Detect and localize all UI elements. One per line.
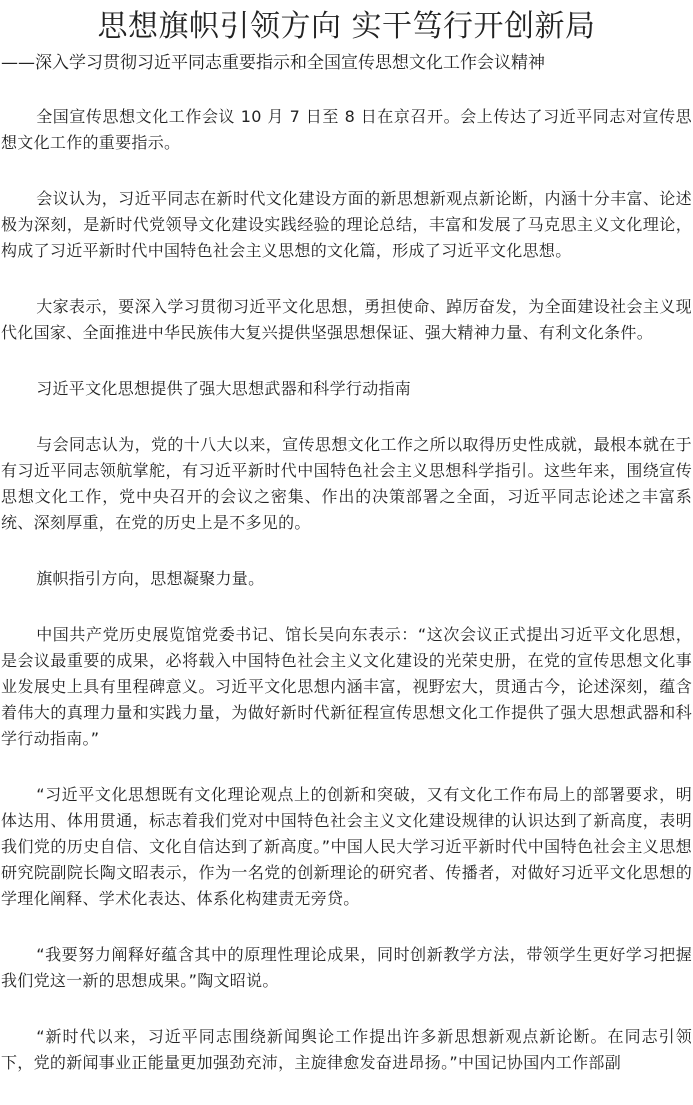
paragraph: “新时代以来，习近平同志围绕新闻舆论工作提出许多新思想新观点新论断。在同志引领下，党的新闻事业正能量更加强劲充沛，主旋律愈发奋进昂扬。”中国记协国内工作部副 [1,1027,692,1072]
paragraph: 中国共产党历史展览馆党委书记、馆长吴向东表示：“这次会议正式提出习近平文化思想，是会议最重要的成果，必将载入中国特色社会主义文化建设的光荣史册，在党的宣传思想文化事业发展史上具有里程碑意义。习近平文化思想内涵丰富，视野宏大，贯通古今，论述深刻，蕴含着伟大的真理力量和实践力量，为做好新时代新征程宣传思想文化工作提供了强大思想武器和科学行动指南。” [1,625,692,748]
paragraph: 全国宣传思想文化工作会议 10 月 7 日至 8 日在京召开。会上传达了习近平同志对宣传思想文化工作的重要指示。 [1,107,692,152]
paragraph: 大家表示，要深入学习贯彻习近平文化思想，勇担使命、踔厉奋发，为全面建设社会主义现代化国家、全面推进中华民族伟大复兴提供坚强思想保证、强大精神力量、有利文化条件。 [1,297,692,342]
article-title: 思想旗帜引领方向 实干笃行开创新局 [97,9,596,44]
paragraph: “我要努力阐释好蕴含其中的原理性理论成果，同时创新教学方法，带领学生更好学习把握我们党这一新的思想成果。”陶文昭说。 [1,945,692,990]
paragraph: “习近平文化思想既有文化理论观点上的创新和突破，又有文化工作布局上的部署要求，明体达用、体用贯通，标志着我们党对中国特色社会主义文化建设规律的认识达到了新高度，表明我们党的历史自信、文化自信达到了新高度。”中国人民大学习近平新时代中国特色社会主义思想研究院副院长陶文昭表示，作为一名党的创新理论的研究者、传播者，对做好习近平文化思想的学理化阐释、学术化表达、体系化构建责无旁贷。 [1,785,692,908]
article-body [1,104,692,1076]
article [0,8,693,1076]
article-subtitle: ——深入学习贯彻习近平同志重要指示和全国宣传思想文化工作会议精神 [1,53,545,73]
paragraph: 旗帜指引方向，思想凝聚力量。 [36,569,265,588]
paragraph: 与会同志认为，党的十八大以来，宣传思想文化工作之所以取得历史性成就，最根本就在于有习近平同志领航掌舵，有习近平新时代中国特色社会主义思想科学指引。这些年来，围绕宣传思想文化工作，党中央召开的会议之密集、作出的决策部署之全面，习近平同志论述之丰富系统、深刻厚重，在党的历史上是不多见的。 [1,435,692,532]
section-heading: 习近平文化思想提供了强大思想武器和科学行动指南 [36,379,412,398]
paragraph: 会议认为，习近平同志在新时代文化建设方面的新思想新观点新论断，内涵十分丰富、论述极为深刻，是新时代党领导文化建设实践经验的理论总结，丰富和发展了马克思主义文化理论，构成了习近平新时代中国特色社会主义思想的文化篇，形成了习近平文化思想。 [1,189,692,260]
